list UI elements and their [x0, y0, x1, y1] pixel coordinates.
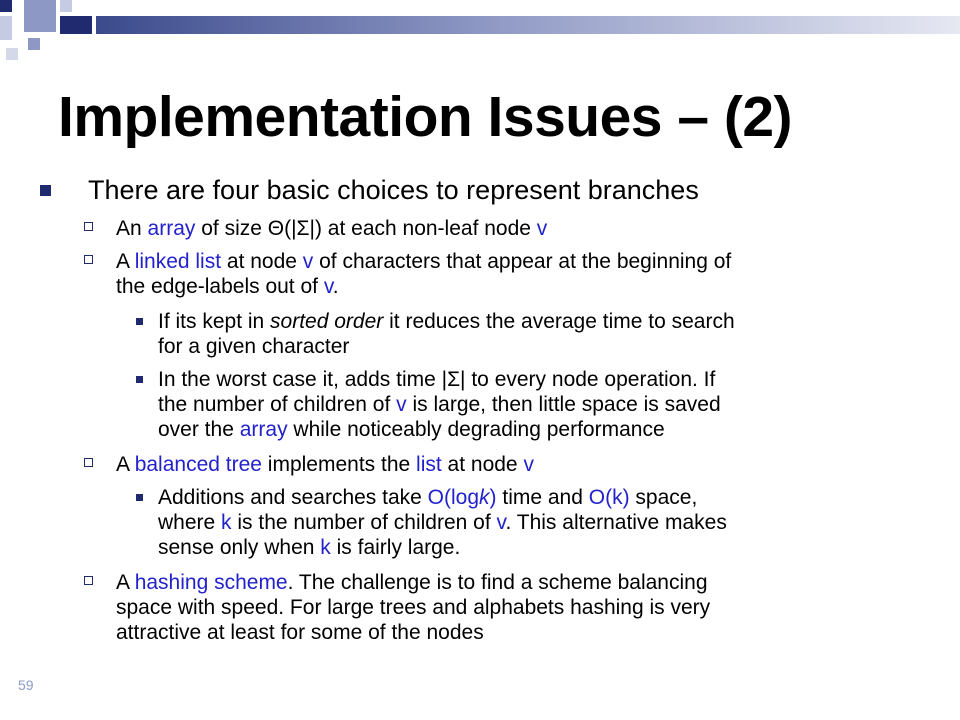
- keyword: O(k): [588, 486, 630, 509]
- square-bullet-icon: [136, 494, 143, 501]
- keyword: balanced tree: [134, 453, 262, 476]
- keyword: v: [396, 393, 407, 416]
- decor-square: [24, 0, 56, 32]
- decor-square: [60, 16, 92, 34]
- bullet-sorted-order: If its kept in sorted order it reduces the average time to search for a given character: [38, 309, 908, 359]
- hollow-square-bullet-icon: [84, 255, 93, 264]
- square-bullet-icon: [136, 318, 143, 325]
- keyword: array: [239, 418, 288, 441]
- keyword: list: [416, 453, 442, 476]
- decor-square: [28, 38, 40, 50]
- decor-square: [0, 16, 12, 40]
- decor-square: [0, 0, 12, 12]
- keyword: linked list: [134, 250, 222, 273]
- decor-square: [6, 48, 18, 60]
- bullet-text: There are four basic choices to represent branches: [88, 175, 699, 205]
- square-bullet-icon: [40, 185, 51, 196]
- bullet-worst-case: In the worst case it, adds time |Σ| to every node operation. If the number of children of v is large, then little space is saved over the array while noticeably degrading performance: [38, 367, 908, 442]
- hollow-square-bullet-icon: [84, 222, 93, 231]
- bullet-array: An array of size Θ(|Σ|) at each non-leaf node v: [38, 216, 908, 241]
- keyword: v: [523, 453, 534, 476]
- keyword: k: [479, 486, 490, 509]
- square-bullet-icon: [136, 376, 143, 383]
- keyword: v: [496, 511, 506, 534]
- decor-square: [60, 0, 72, 12]
- keyword: v: [536, 217, 548, 240]
- keyword: ): [489, 486, 497, 509]
- keyword: O(log: [427, 486, 480, 509]
- keyword: v: [302, 250, 314, 273]
- keyword: k: [320, 536, 331, 559]
- bullet-balanced-tree: A balanced tree implements the list at node v: [38, 452, 908, 477]
- bullet-additions: Additions and searches take O(logk) time and O(k) space, where k is the number of children of v. This alternative makes sense only when k is fairly large.: [38, 485, 908, 560]
- keyword: v: [323, 275, 333, 298]
- slide-body: [38, 174, 908, 653]
- keyword: k: [221, 511, 232, 534]
- keyword: hashing scheme: [134, 571, 288, 594]
- keyword: array: [147, 217, 196, 240]
- hollow-square-bullet-icon: [84, 458, 93, 467]
- bullet-level1: [38, 174, 908, 206]
- hollow-square-bullet-icon: [84, 576, 93, 585]
- bullet-linked-list: A linked list at node v of characters that appear at the beginning of the edge-labels out of v.: [38, 249, 908, 299]
- page-number: 59: [18, 677, 34, 693]
- header-band: [96, 16, 960, 34]
- slide-title: Implementation Issues – (2): [58, 85, 793, 149]
- bullet-hashing: A hashing scheme. The challenge is to find a scheme balancing space with speed. For large trees and alphabets hashing is very attractive at least for some of the nodes: [38, 570, 908, 645]
